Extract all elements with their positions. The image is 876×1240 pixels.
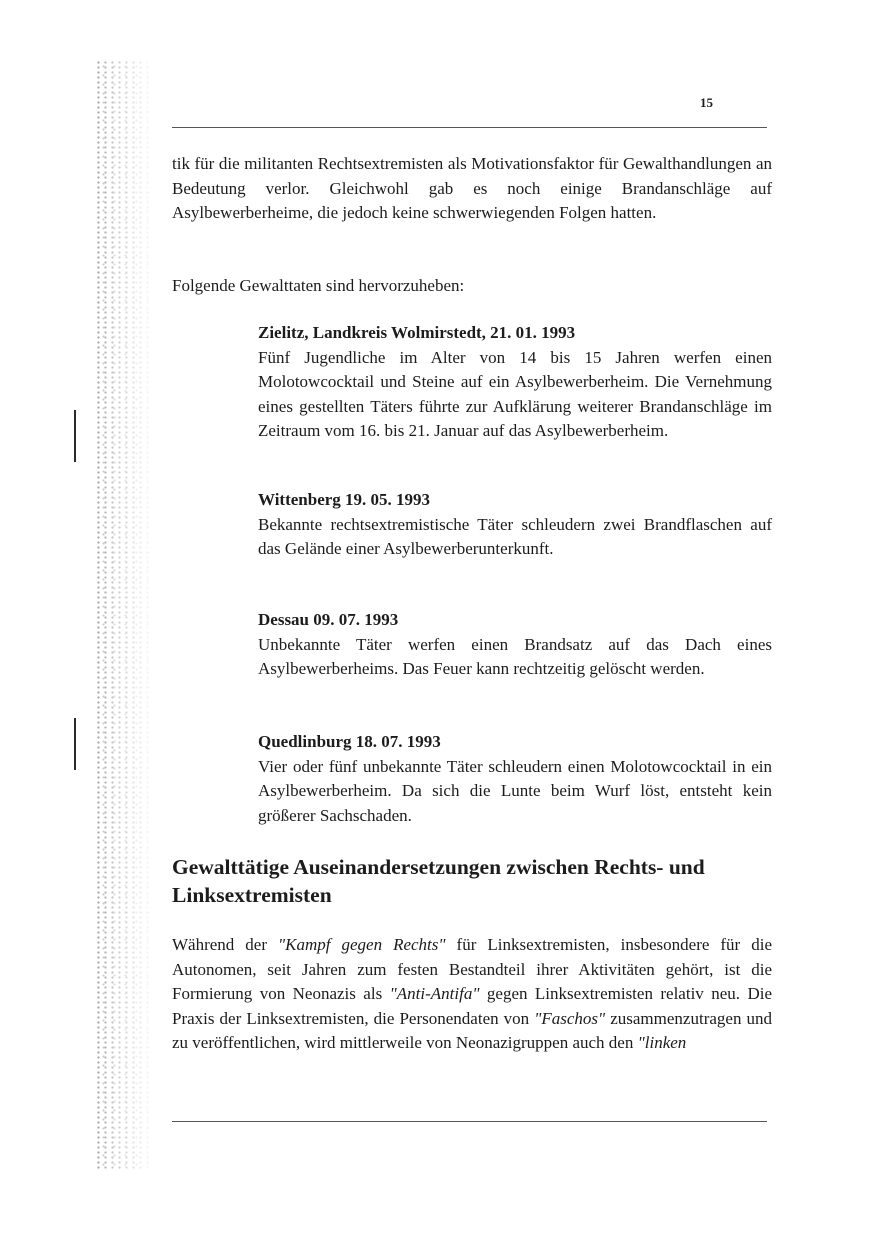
section-paragraph (172, 933, 772, 1056)
margin-mark (74, 718, 76, 770)
event-text: Unbekannte Täter werfen einen Brandsatz auf das Dach eines Asylbewerberheims. Das Feuer kann rechtzeitig gelöscht werden. (258, 634, 772, 678)
paragraph-text: gegen Linksextremisten relativ neu. Die Praxis der Linksextremisten, die Personendaten von (172, 984, 773, 1028)
event-title: Zielitz, Landkreis Wolmirstedt, 21. 01. 1993 (258, 323, 576, 342)
quoted-term: "Faschos" (534, 1008, 606, 1028)
intro-paragraph: tik für die militanten Rechtsextremisten als Motivationsfaktor für Gewalthandlungen an Bedeutung verlor. Gleichwohl gab es noch einige Brandanschläge auf Asylbewerberheime, die jedoch keine schwerwiegenden Folgen hatten. (172, 154, 772, 222)
paragraph-text: Während der (172, 935, 279, 954)
paragraph-text: für Linksextremisten, insbesondere für die Autonomen, seit Jahren zum festen Bestandteil ihrer Aktivitäten gehört, ist die Formierung von Neonazis als (172, 935, 772, 1003)
footer-rule (172, 1121, 767, 1122)
header-rule (172, 127, 767, 128)
event-title: Wittenberg 19. 05. 1993 (258, 490, 431, 509)
event-title: Dessau 09. 07. 1993 (258, 610, 399, 629)
event-title: Quedlinburg 18. 07. 1993 (258, 732, 441, 751)
page-number: 15 (700, 95, 713, 110)
section-heading: Gewalttätige Auseinandersetzungen zwischen Rechts- und Linksextremisten (172, 855, 705, 907)
quoted-term: "Anti-Antifa" (389, 984, 480, 1003)
quoted-term: "linken (637, 1033, 687, 1052)
event-entry (258, 321, 772, 444)
paragraph-text: zusammenzutragen und zu veröffentlichen, wird mittlerweile von Neonazigruppen auch den (172, 1008, 772, 1052)
event-text: Vier oder fünf unbekannte Täter schleudern einen Molotowcocktail in ein Asylbewerberheim. Da sich die Lunte beim Wurf löst, entsteht kein größerer Sachschaden. (258, 756, 772, 825)
event-entry (258, 608, 772, 682)
event-text: Fünf Jugendliche im Alter von 14 bis 15 Jahren werfen einen Molotowcocktail und Steine auf ein Asylbewerberheim. Die Vernehmung eines gestellten Täters führte zur Aufklärung weiterer Brandanschläge im Zeitraum vom 16. bis 21. Januar auf das Asylbewerberheim. (258, 347, 772, 440)
scan-edge-noise (95, 60, 155, 1170)
lead-line: Folgende Gewalttaten sind hervorzuheben: (172, 276, 465, 295)
event-entry (258, 488, 772, 562)
quoted-term: "Kampf gegen Rechts" (278, 935, 446, 954)
event-text: Bekannte rechtsextremistische Täter schleudern zwei Brandflaschen auf das Gelände einer Asylbewerberunterkunft. (258, 514, 772, 558)
event-entry (258, 730, 772, 828)
margin-mark (74, 410, 76, 462)
